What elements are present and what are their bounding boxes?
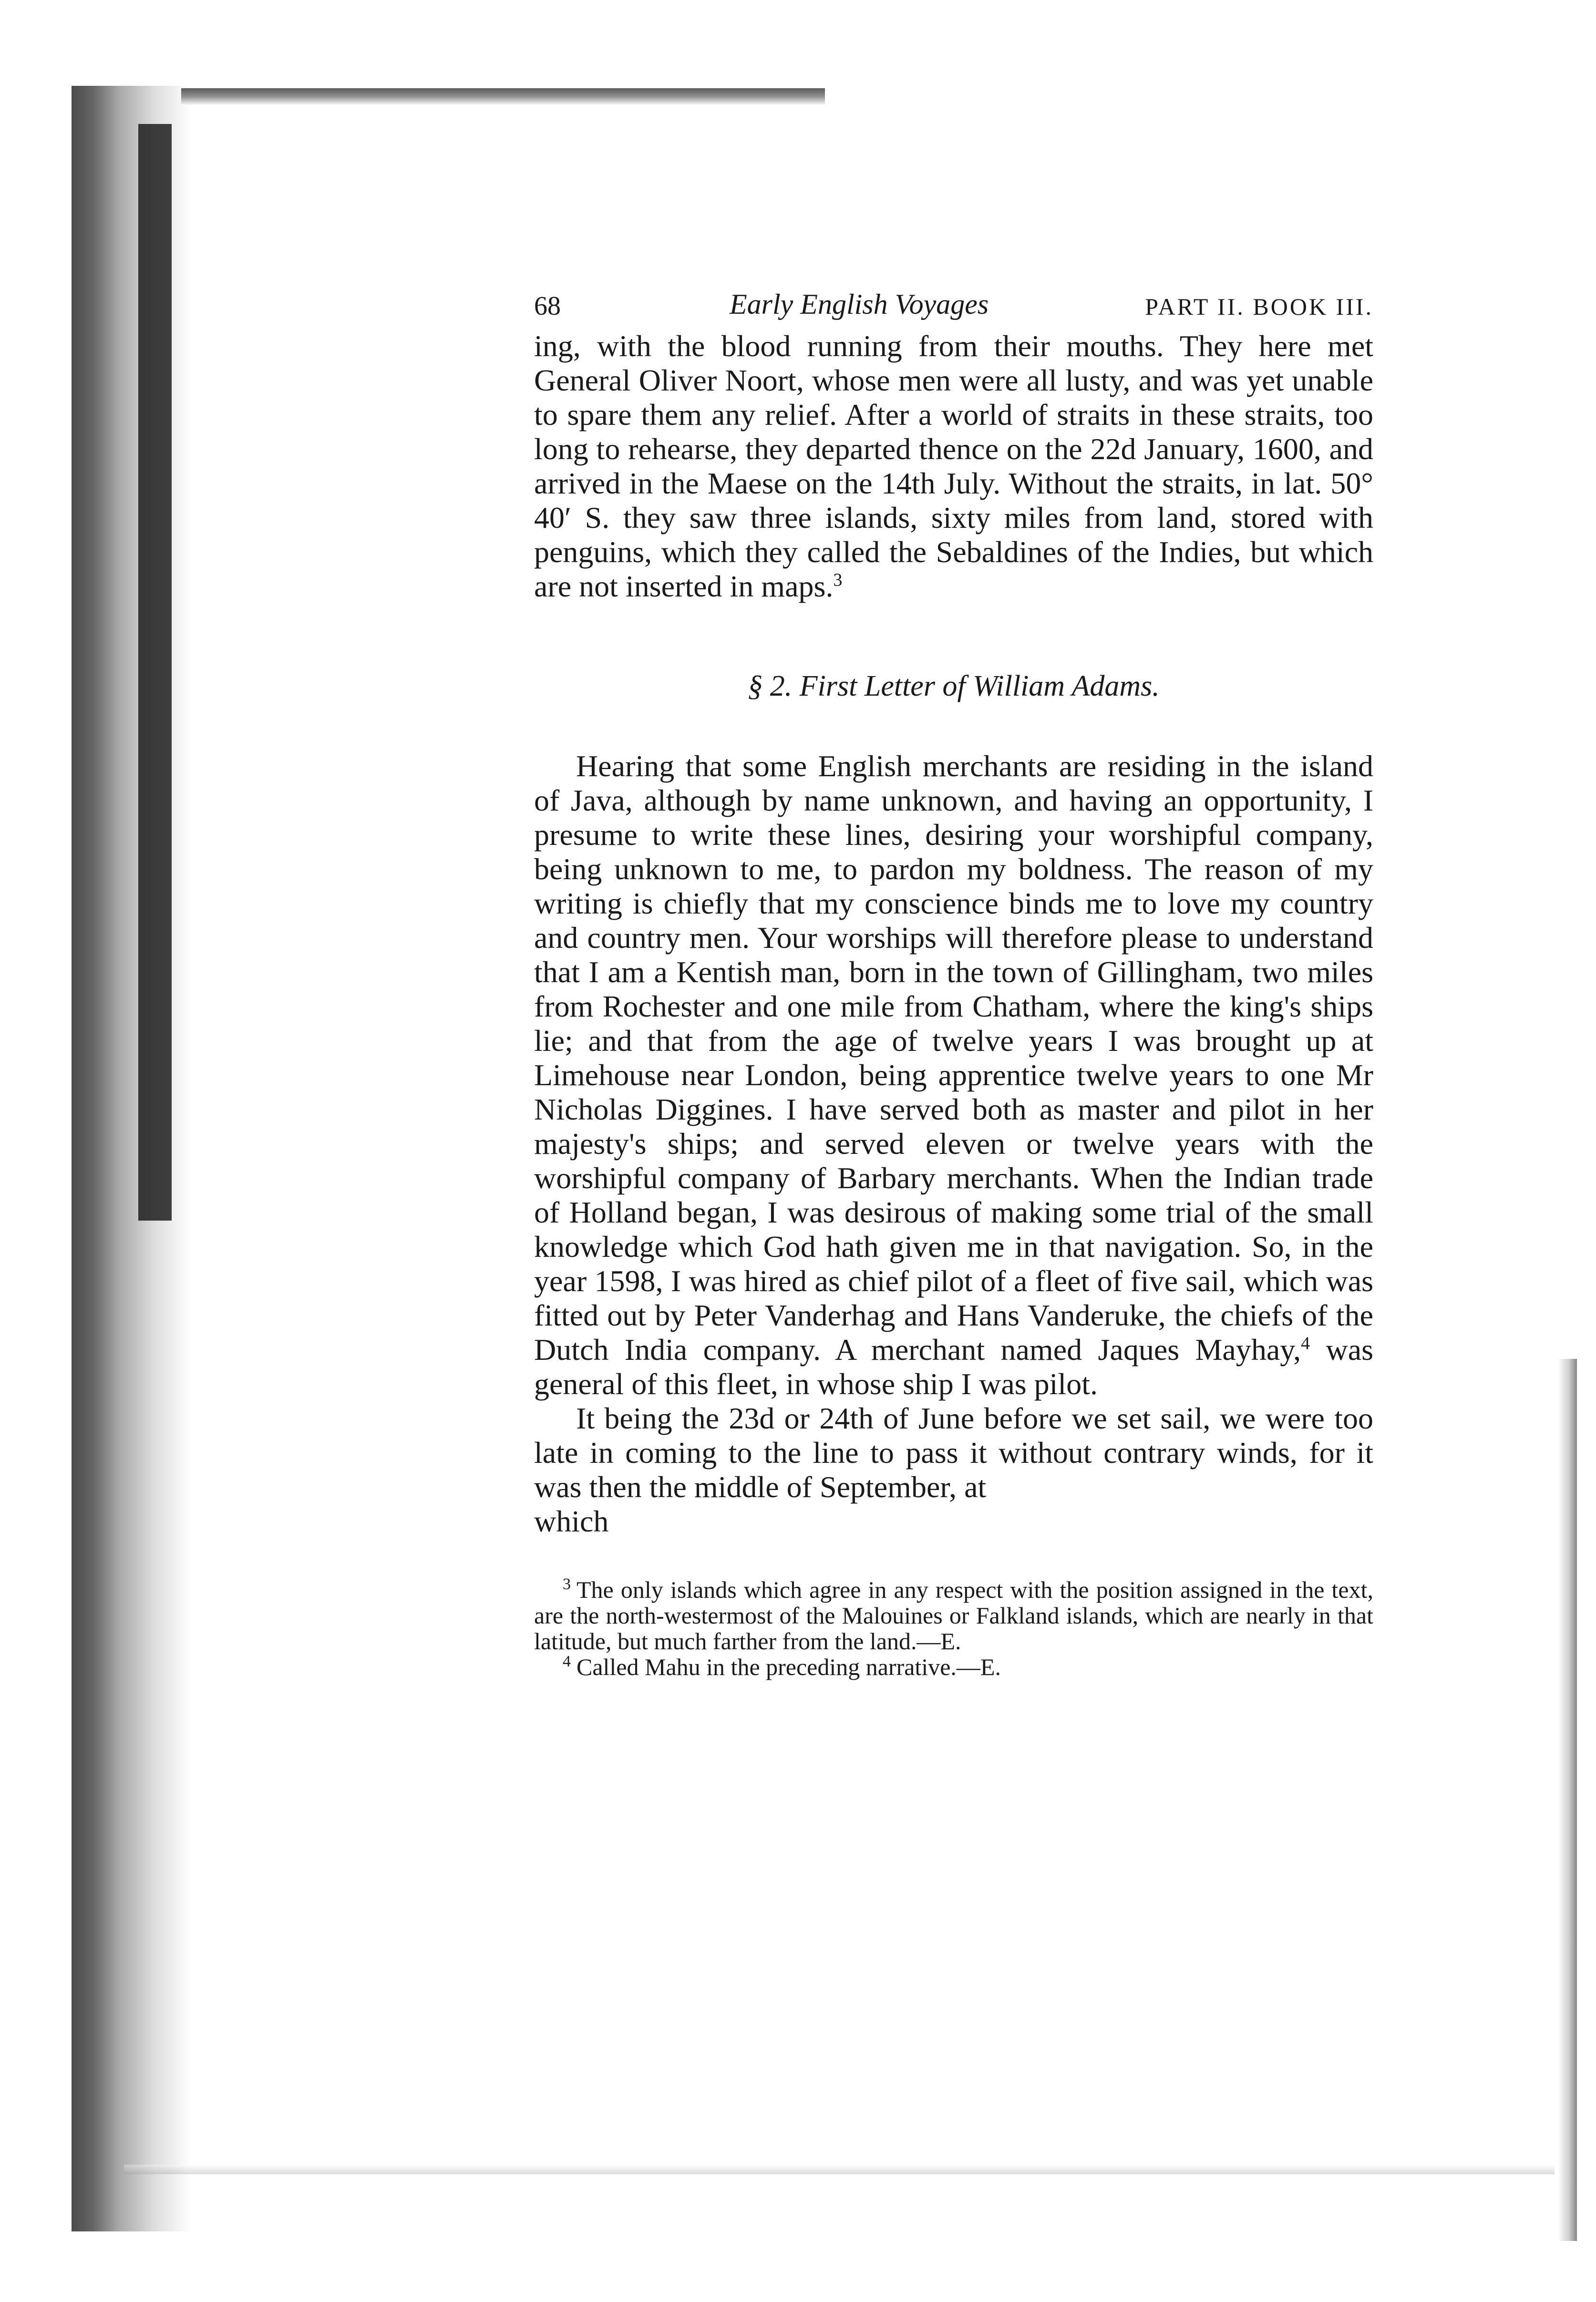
paragraph-text: Hearing that some English merchants are residing in the island of Java, although by name unknown, and having an opportunity, I presume to write these lines, desiring your worshipful company, being unknown to me, to pardon my boldness. The reason of my writing is chiefly that my conscience binds me to love my country and country men. Your worships will therefore please to understand that I am a Kentish man, born in the town of Gillingham, two miles from Rochester and one mile from Chatham, where the king's ships lie; and that from the age of twelve years I was brought up at Limehouse near London, being apprentice twelve years to one Mr Nicholas Diggines. I have served both as master and pilot in her majesty's ships; and served eleven or twelve years with the worshipful company of Barbary merchants. When the Indian trade of Holland began, I was desirous of making some trial of the small knowledge which God hath given me in that navigation. So, in the year 1598, I was hired as chief pilot of a fleet of five sail, which was fitted out by Peter Vanderhag and Hans Vanderuke, the chiefs of the Dutch India company. A merchant named Jaques Mayhay, xyxy=(534,749,1373,1367)
footnote-reference: 3 xyxy=(833,570,843,590)
footnotes xyxy=(534,1577,1373,1680)
paragraph-text: ing, with the blood running from their mouths. They here met General Oliver Noort, whose men were all lusty, and was yet unable to spare them any relief. After a world of straits in these straits, too long to rehearse, they departed thence on the 22d January, 1600, and arrived in the Maese on the 14th July. Without the straits, in lat. 50° 40′ S. they saw three islands, sixty miles from land, stored with penguins, which they called the Sebaldines of the Indies, but which are not inserted in maps. xyxy=(534,329,1373,603)
scan-edge-shadow xyxy=(138,124,172,1221)
catchword: which xyxy=(534,1504,609,1538)
scan-edge-left xyxy=(72,86,191,2231)
scan-edge-right xyxy=(1558,1359,1577,2241)
paragraph: It being the 23d or 24th of June before we set sail, we were too late in coming to the line to pass it without contrary winds, for it was then the middle of September, at xyxy=(534,1401,1373,1504)
page-header xyxy=(534,286,1373,329)
footnote xyxy=(534,1654,1373,1680)
footnote-mark: 4 xyxy=(563,1653,571,1671)
body-text xyxy=(534,329,1373,1539)
page-number: 68 xyxy=(534,291,561,321)
footnote-mark: 3 xyxy=(563,1575,571,1593)
paragraph xyxy=(534,749,1373,1401)
paragraph-text: was general of this fleet, in whose ship I was pilot. xyxy=(534,1333,1374,1401)
section-reference: PART II. BOOK III. xyxy=(1145,293,1373,320)
scan-edge-top xyxy=(181,88,825,105)
section-heading: § 2. First Letter of William Adams. xyxy=(748,670,1160,702)
footnote-reference: 4 xyxy=(1301,1333,1310,1354)
footnote-text: Called Mahu in the preceding narrative.—E. xyxy=(577,1654,1001,1680)
footnote-text: The only islands which agree in any respect with the position assigned in the text, are the north-westermost of the Malouines or Falkland islands, which are nearly in that latitude, but much farther from the land.—E. xyxy=(534,1576,1373,1655)
continued-paragraph xyxy=(534,329,1373,604)
footnote xyxy=(534,1577,1373,1654)
running-title: Early English Voyages xyxy=(730,288,989,320)
scan-edge-bottom xyxy=(124,2165,1555,2174)
book-page xyxy=(534,286,1373,1680)
